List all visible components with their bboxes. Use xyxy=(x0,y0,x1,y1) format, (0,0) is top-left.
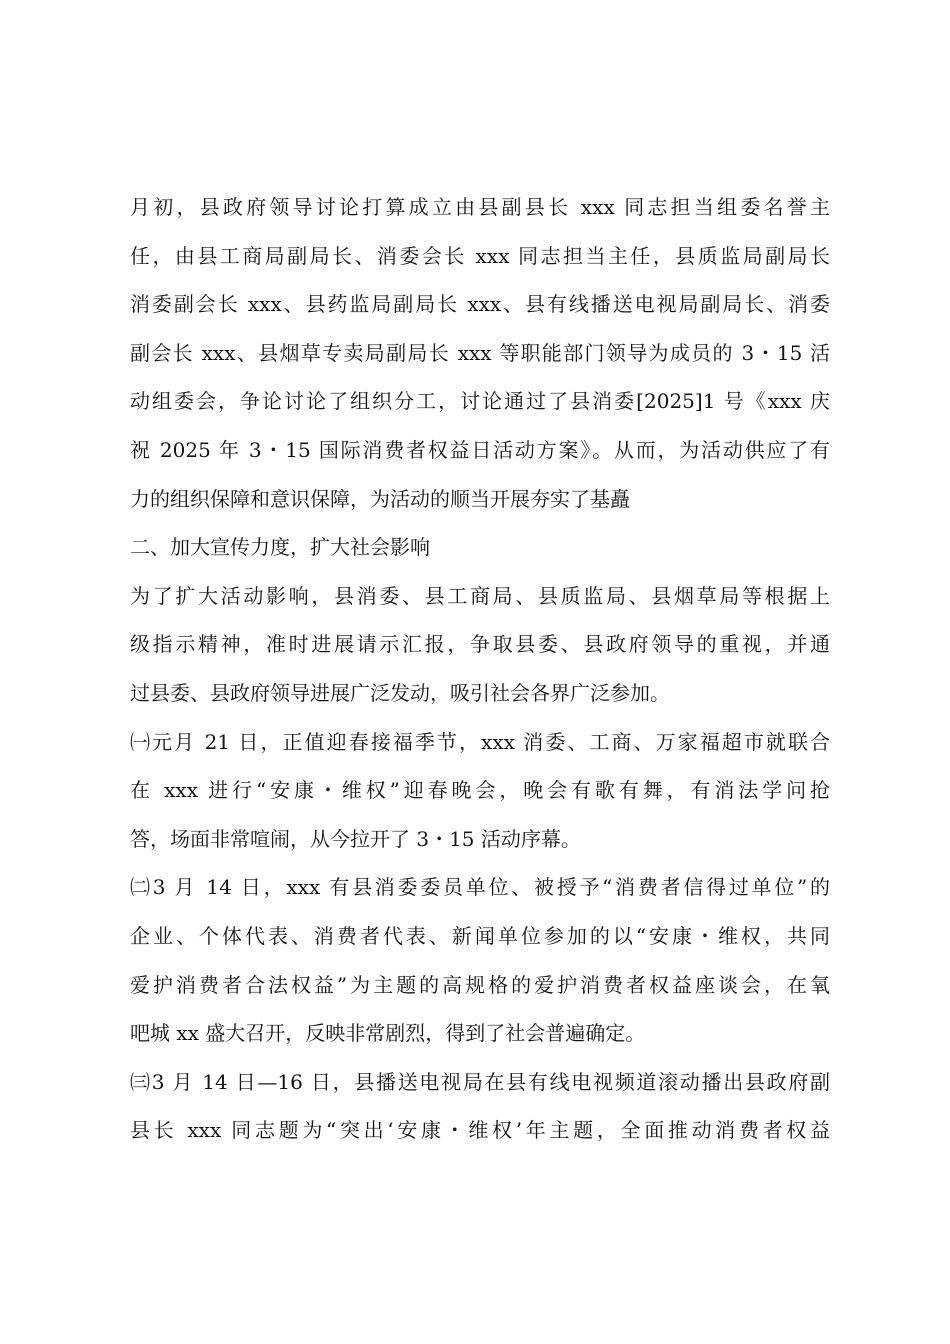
paragraph-line: 消委副会长 xxx、县药监局副局长 xxx、县有线播送电视局副局长、消委 xyxy=(130,292,830,317)
list-item-line: 在 xxx 进行“安康・维权”迎春晚会，晚会有歌有舞，有消法学问抢 xyxy=(130,778,830,803)
list-item-line: ㈡3 月 14 日，xxx 有县消委委员单位、被授予“消费者信得过单位”的 xyxy=(130,875,830,900)
paragraph-line: 过县委、县政府领导进展广泛发动，吸引社会各界广泛参加。 xyxy=(130,680,670,705)
paragraph-line: 祝 2025 年 3・15 国际消费者权益日活动方案》。从而，为活动供应了有 xyxy=(130,437,830,462)
paragraph-line: 力的组织保障和意识保障，为活动的顺当开展夯实了基矗 xyxy=(130,486,630,511)
paragraph-line: 副会长 xxx、县烟草专卖局副局长 xxx 等职能部门领导为成员的 3・15 活 xyxy=(130,340,830,365)
list-item-line: 企业、个体代表、消费者代表、新闻单位参加的以“安康・维权，共同 xyxy=(130,923,830,948)
paragraph-line: 月初，县政府领导讨论打算成立由县副县长 xxx 同志担当组委名誉主 xyxy=(130,195,830,219)
list-item-line: 答，场面非常喧闹，从今拉开了 3・15 活动序幕。 xyxy=(130,826,581,851)
paragraph-line: 任，由县工商局副局长、消委会长 xxx 同志担当主任，县质监局副局长 xyxy=(130,243,830,268)
list-item-line: 县长 xxx 同志题为“突出‘安康・维权’年主题，全面推动消费者权益 xyxy=(130,1118,830,1143)
list-item-line: ㈢3 月 14 日—16 日，县播送电视局在县有线电视频道滚动播出县政府副 xyxy=(130,1069,830,1094)
list-item-line: 吧城 xx 盛大召开，反映非常剧烈，得到了社会普遍确定。 xyxy=(130,1021,646,1046)
list-item-line: 爱护消费者合法权益”为主题的高规格的爱护消费者权益座谈会，在氧 xyxy=(130,972,830,997)
paragraph-line: 动组委会，争论讨论了组织分工，讨论通过了县消委[2025]1 号《xxx 庆 xyxy=(130,389,830,414)
list-item-line: ㈠元月 21 日，正值迎春接福季节，xxx 消委、工商、万家福超市就联合 xyxy=(130,729,830,754)
paragraph-line: 级指示精神，准时进展请示汇报，争取县委、县政府领导的重视，并通 xyxy=(130,632,830,657)
document-body xyxy=(130,183,830,1155)
section-heading: 二、加大宣传力度，扩大社会影响 xyxy=(130,535,430,560)
paragraph-line: 为了扩大活动影响，县消委、县工商局、县质监局、县烟草局等根据上 xyxy=(130,583,830,608)
